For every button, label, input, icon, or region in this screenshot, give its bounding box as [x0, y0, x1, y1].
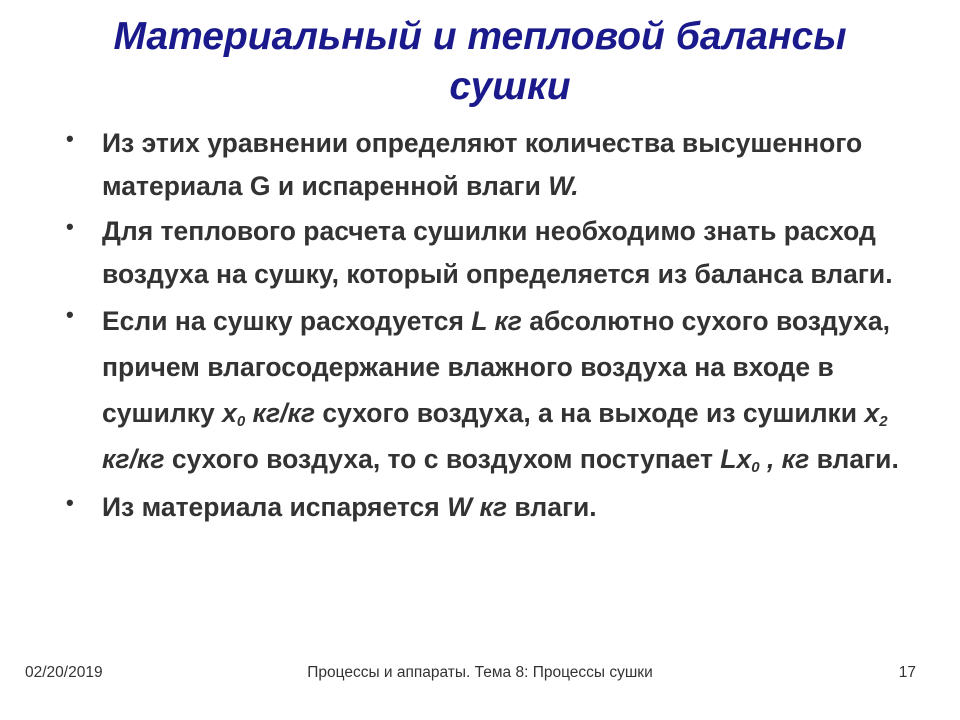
bullet-dot-icon: •	[66, 126, 74, 151]
bullet-text: Из этих уравнении определяют количества высушенного материала G и испаренной влаги	[102, 128, 863, 201]
bullet-list	[62, 122, 922, 529]
footer-date: 02/20/2019	[25, 664, 103, 681]
bullet-italic-text: кг/кг	[245, 398, 316, 428]
slide-title-line-2: сушки	[449, 65, 571, 108]
bullet-dot-icon: •	[66, 490, 74, 515]
bullet-text: сухого воздуха, а на выходе из сушилки	[315, 398, 865, 428]
bullet-italic-text: кг/кг	[102, 444, 165, 474]
bullet-dot-icon: •	[66, 214, 74, 239]
subscript: 2	[879, 413, 888, 430]
subscript: 0	[751, 459, 760, 476]
bullet-text: Из материала испаряется	[102, 492, 448, 522]
bullet-italic-text: W.	[548, 171, 579, 201]
bullet-item	[62, 210, 922, 296]
slide-title-line-1: Материальный и тепловой балансы	[113, 15, 847, 58]
bullet-text: сухого воздуха, то с воздухом поступает	[164, 444, 721, 474]
bullet-text: абсолютно сухого воздуха, причем влагосодержание влажного воздуха на входе в сушилку	[102, 306, 890, 428]
bullet-item	[62, 122, 922, 208]
footer-title: Процессы и аппараты. Тема 8: Процессы сушки	[307, 664, 653, 681]
bullet-text: влаги.	[809, 444, 899, 474]
bullet-text: влаги.	[507, 492, 597, 522]
bullet-italic-text: W кг	[447, 492, 508, 522]
variable-x: x	[864, 398, 880, 428]
variable-x: x	[222, 398, 237, 428]
bullet-text: Если на сушку расходуется	[102, 306, 472, 336]
bullet-item	[62, 486, 922, 529]
page-number: 17	[898, 664, 916, 681]
bullet-dot-icon: •	[66, 302, 74, 327]
bullet-text: Для теплового расчета сушилки необходимо знать расход воздуха на сушку, который определяется из баланса влаги.	[102, 216, 893, 289]
slide-title	[0, 12, 960, 112]
bullet-item	[62, 298, 922, 482]
subscript: 0	[236, 413, 246, 430]
variable-lx: Lx	[720, 444, 752, 474]
bullet-italic-text: L кг	[471, 306, 522, 336]
bullet-italic-text: , кг	[759, 444, 810, 474]
